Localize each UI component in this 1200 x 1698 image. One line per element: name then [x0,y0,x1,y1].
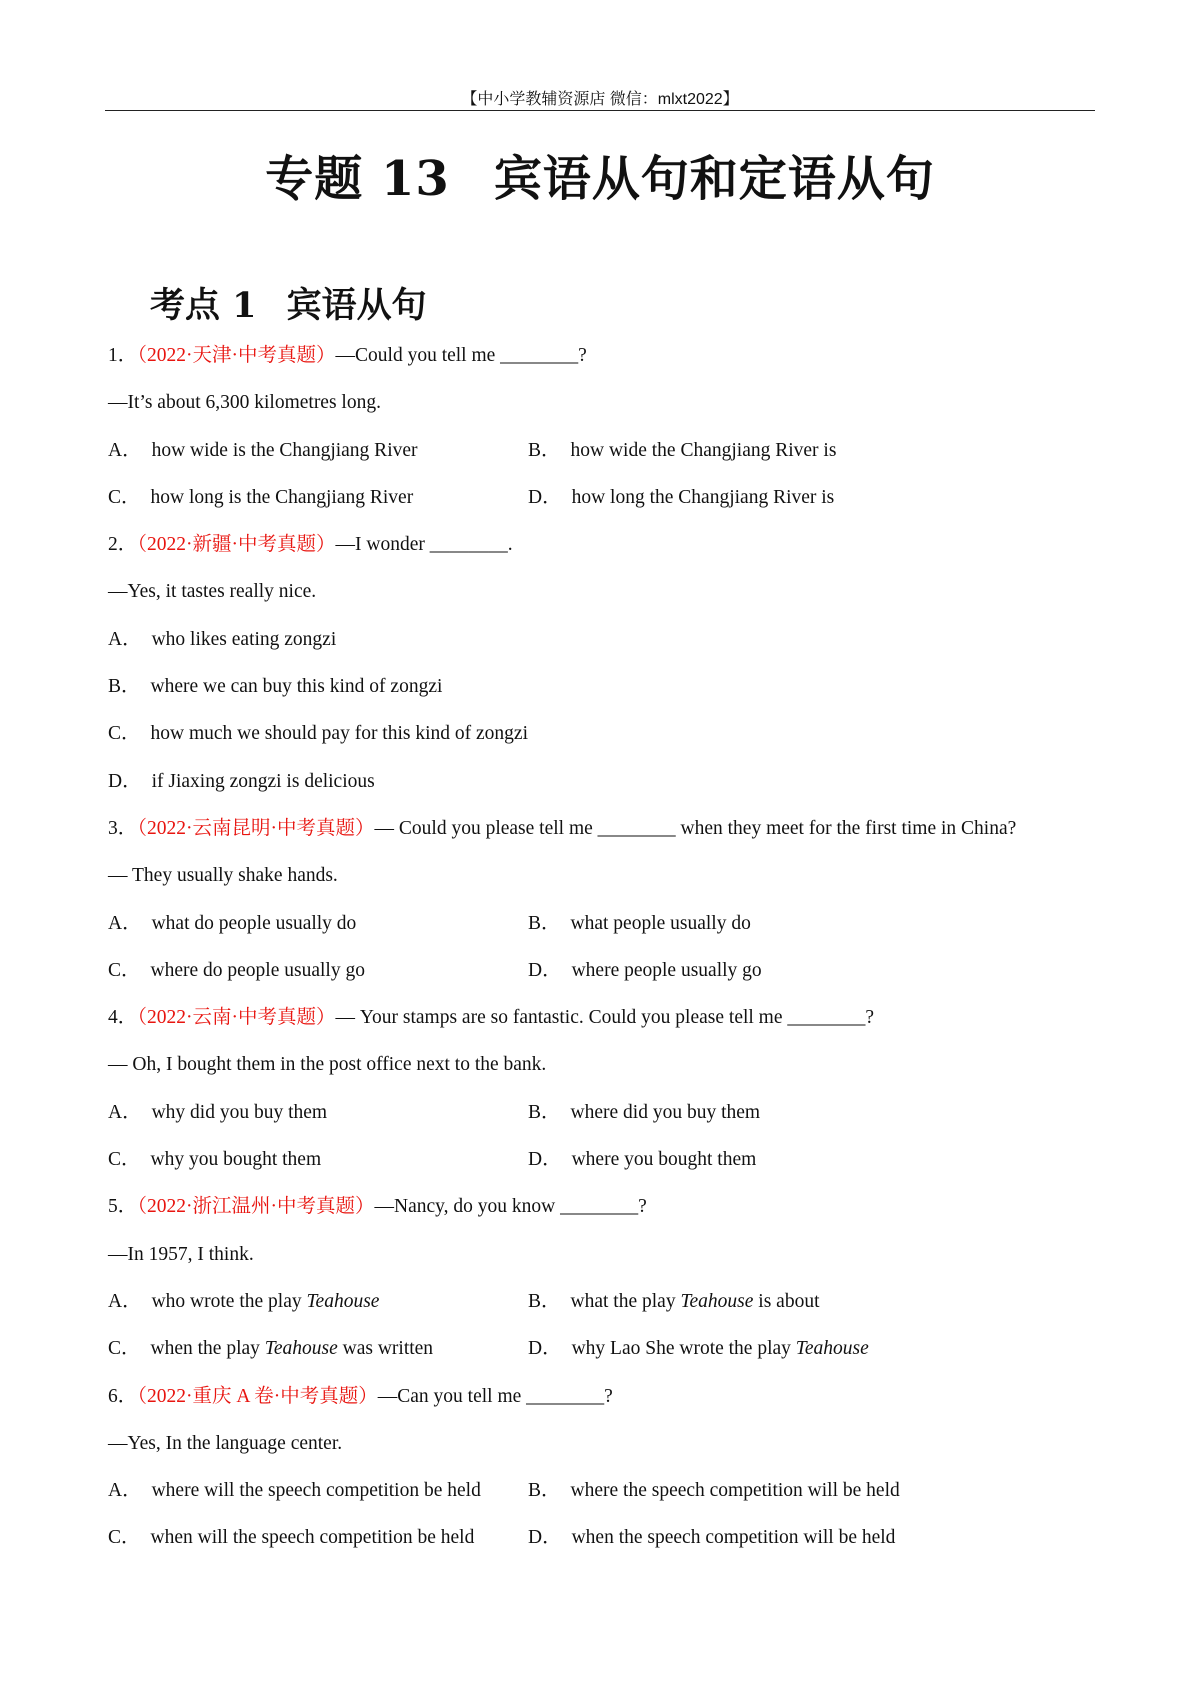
question-4-reply: — Oh, I bought them in the post office next to the bank. [108,1054,547,1076]
question-6-reply: —Yes, In the language center. [108,1432,343,1454]
option-c[interactable]: C． when the play Teahouse was written [108,1338,434,1360]
option-d[interactable]: D． where people usually go [528,959,762,981]
option-b[interactable]: B． where the speech competition will be held [528,1480,900,1502]
question-3-options-ab [108,908,1108,955]
question-2-reply: —Yes, it tastes really nice. [108,581,317,603]
option-d[interactable]: D． when the speech competition will be held [528,1527,896,1549]
option-c[interactable]: C． how much we should pay for this kind of zongzi [108,723,528,745]
option-c[interactable]: C． when will the speech competition be held [108,1527,475,1549]
title-topic: 专题 13 [265,151,450,207]
question-list [108,340,1108,1570]
option-d[interactable]: D． how long the Changjiang River is [528,486,835,508]
option-d[interactable]: D． if Jiaxing zongzi is delicious [108,770,375,792]
section-heading [150,278,427,328]
question-1-reply: —It’s about 6,300 kilometres long. [108,392,381,414]
question-2-stem: 2．（2022·新疆·中考真题）—I wonder ________. [108,534,513,556]
question-1-options-cd [108,482,1108,529]
question-5-reply: —In 1957, I think. [108,1243,254,1265]
question-5-stem: 5．（2022·浙江温州·中考真题）—Nancy, do you know ________? [108,1196,647,1218]
document-title [0,140,1200,209]
question-source: （2022·云南昆明·中考真题） [137,817,375,839]
option-a[interactable]: A． what do people usually do [108,912,357,934]
question-4-options-cd [108,1144,1108,1191]
option-d[interactable]: D． where you bought them [528,1149,757,1171]
question-3-reply: — They usually shake hands. [108,865,338,887]
question-source: （2022·天津·中考真题） [137,345,336,366]
question-source: （2022·云南·中考真题） [137,1007,336,1029]
section-point: 考点 1 [150,285,257,326]
option-b[interactable]: B． what people usually do [528,912,751,934]
question-6-options-ab [108,1475,1108,1522]
question-source: （2022·重庆 A 卷·中考真题） [137,1385,378,1407]
question-1-stem: 1．（2022·天津·中考真题）—Could you tell me ________? [108,345,587,366]
header-divider [105,110,1095,111]
option-c[interactable]: C． where do people usually go [108,959,365,981]
option-a[interactable]: A． how wide is the Changjiang River [108,439,418,461]
question-6-options-cd [108,1522,1108,1569]
page-header: 【中小学教辅资源店 微信：mlxt2022】 [461,91,739,108]
option-c[interactable]: C． how long is the Changjiang River [108,486,414,508]
question-source: （2022·新疆·中考真题） [137,534,336,556]
question-4-stem: 4．（2022·云南·中考真题）— Your stamps are so fantastic. Could you please tell me ________? [108,1007,875,1029]
option-b[interactable]: B． where did you buy them [528,1101,761,1123]
option-b[interactable]: B． how wide the Changjiang River is [528,439,837,461]
question-3-stem: 3．（2022·云南昆明·中考真题）— Could you please tell me ________ when they meet for the first time in China? [108,817,1017,839]
option-a[interactable]: A． who likes eating zongzi [108,628,337,650]
option-c[interactable]: C． why you bought them [108,1149,322,1171]
option-a[interactable]: A． why did you buy them [108,1101,328,1123]
option-a[interactable]: A． who wrote the play Teahouse [108,1290,380,1312]
question-5-options-ab [108,1286,1108,1333]
question-5-options-cd [108,1333,1108,1380]
question-6-stem: 6．（2022·重庆 A 卷·中考真题）—Can you tell me ________? [108,1385,613,1407]
question-1-options-ab [108,435,1108,482]
option-b[interactable]: B． what the play Teahouse is about [528,1290,820,1312]
title-subject: 宾语从句和定语从句 [493,151,935,207]
option-a[interactable]: A． where will the speech competition be held [108,1480,481,1502]
option-b[interactable]: B． where we can buy this kind of zongzi [108,676,443,698]
section-name: 宾语从句 [286,285,427,326]
option-d[interactable]: D． why Lao She wrote the play Teahouse [528,1338,869,1360]
question-source: （2022·浙江温州·中考真题） [137,1196,375,1218]
question-4-options-ab [108,1097,1108,1144]
question-3-options-cd [108,955,1108,1002]
